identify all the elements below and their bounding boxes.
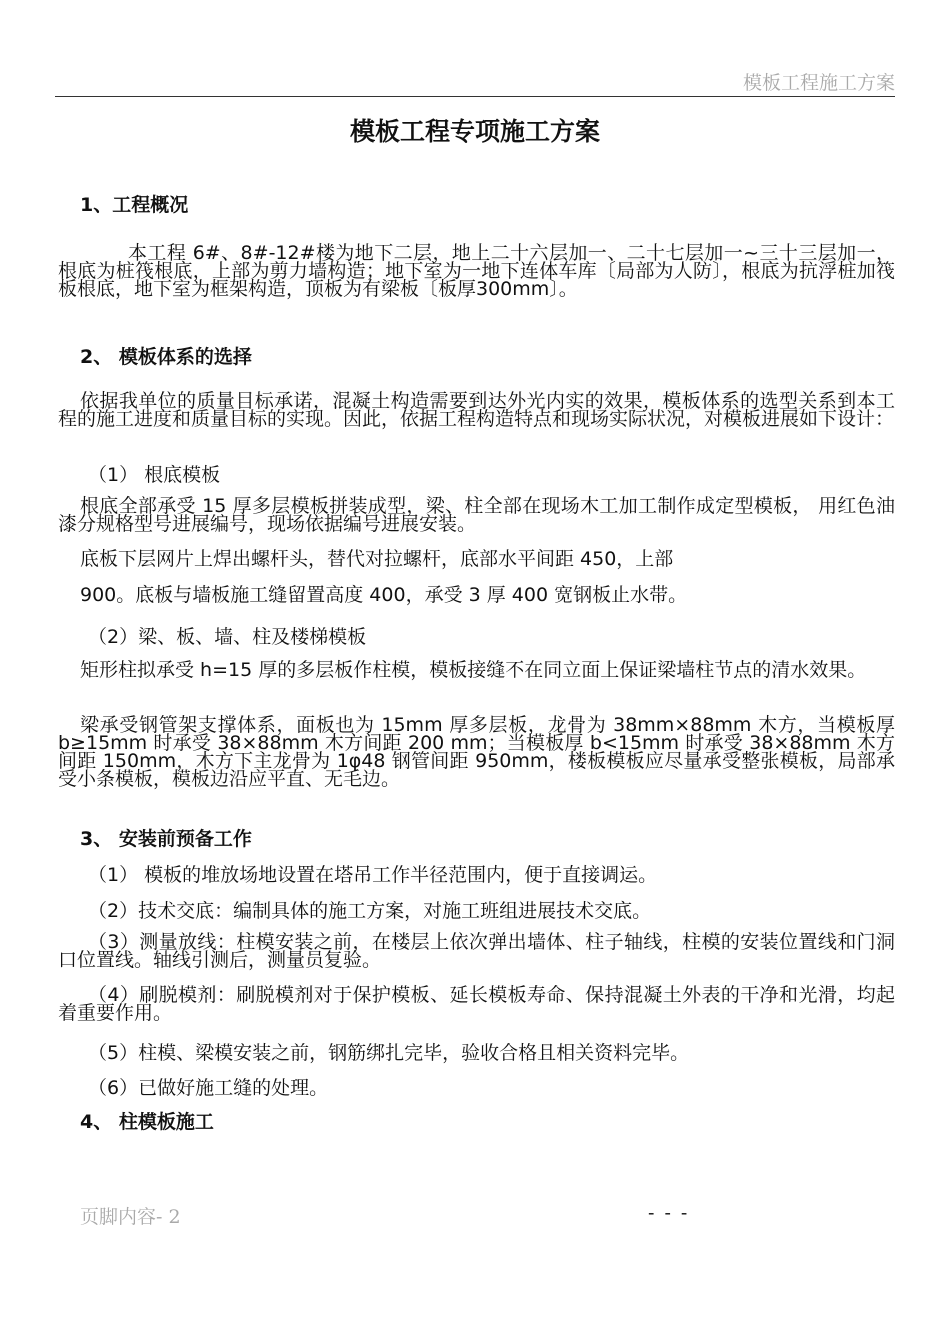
paragraph-beam-formwork: 梁承受钢管架支撑体系，面板也为 15mm 厚多层板，龙骨为 38mm×88mm 木方，当模板厚 b≥15mm 时承受 38×88mm 木方间距 200 mm；当模板厚 b<15mm 时承受 38×88mm 木方间距 150mm，木方下主龙骨为 1φ48 钢管间距 950mm，楼板模板应尽量承受整张模板，局部承受小条模板，模板边沿应平直、无毛边。 — [58, 714, 895, 790]
paragraph-bottom-plate-1: 底板下层网片上焊出螺杆头，替代对拉螺杆，底部水平间距 450，上部 — [80, 548, 674, 570]
subheading-beam-slab-wall: （2）梁、板、墙、柱及楼梯模板 — [88, 626, 367, 648]
prep-item-4: （4）刷脱模剂：刷脱模剂对于保护模板、延长模板寿命、保持混凝土外表的干净和光滑，均起着重要作用。 — [58, 984, 895, 1024]
section-heading-1: 1、工程概况 — [80, 194, 189, 216]
prep-item-3: （3）测量放线：柱模安装之前，在楼层上依次弹出墙体、柱子轴线，柱模的安装位置线和门洞口位置线。轴线引测后，测量员复验。 — [58, 931, 895, 971]
section-heading-3: 3、 安装前预备工作 — [80, 828, 252, 850]
prep-item-5: （5）柱模、梁模安装之前，钢筋绑扎完毕，验收合格且相关资料完毕。 — [88, 1042, 690, 1064]
paragraph-bottom-plate-2: 900。底板与墙板施工缝留置高度 400，承受 3 厚 400 宽钢板止水带。 — [80, 584, 688, 606]
section-heading-2: 2、 模板体系的选择 — [80, 346, 252, 368]
prep-item-1: （1） 模板的堆放场地设置在塔吊工作半径范围内，便于直接调运。 — [88, 864, 658, 886]
footer-page-label: 页脚内容- 2 — [80, 1206, 181, 1228]
section-heading-4: 4、 柱模板施工 — [80, 1111, 214, 1133]
paragraph-foundation-formwork: 根底全部承受 15 厚多层模板拼装成型，梁、柱全部在现场木工加工制作成定型模板， 用红色油漆分规格型号进展编号，现场依据编号进展安装。 — [58, 495, 895, 535]
document-title: 模板工程专项施工方案 — [349, 117, 600, 146]
footer-marker: - - - — [648, 1202, 690, 1224]
running-header: 模板工程施工方案 — [742, 72, 895, 94]
subheading-foundation-formwork: （1） 根底模板 — [88, 464, 221, 486]
paragraph-column-formwork: 矩形柱拟承受 h=15 厚的多层板作柱模，模板接缝不在同立面上保证梁墙柱节点的清水效果。 — [80, 659, 867, 681]
paragraph-system-selection: 依据我单位的质量目标承诺，混凝土构造需要到达外光内实的效果，模板体系的选型关系到本工程的施工进度和质量目标的实现。因此，依据工程构造特点和现场实际状况，对模板进展如下设计： — [58, 390, 895, 430]
paragraph-overview: 本工程 6#、8#-12#楼为地下二层，地上二十六层加一、二十七层加一~三十三层加一，根底为桩筏根底，上部为剪力墙构造；地下室为一地下连体车库〔局部为人防〕，根底为抗浮桩加筏板根底，地下室为框架构造，顶板为有梁板〔板厚300mm〕。 — [58, 242, 895, 300]
prep-item-2: （2）技术交底：编制具体的施工方案，对施工班组进展技术交底。 — [88, 900, 652, 922]
header-divider — [55, 96, 895, 97]
prep-item-6: （6）已做好施工缝的处理。 — [88, 1077, 329, 1099]
